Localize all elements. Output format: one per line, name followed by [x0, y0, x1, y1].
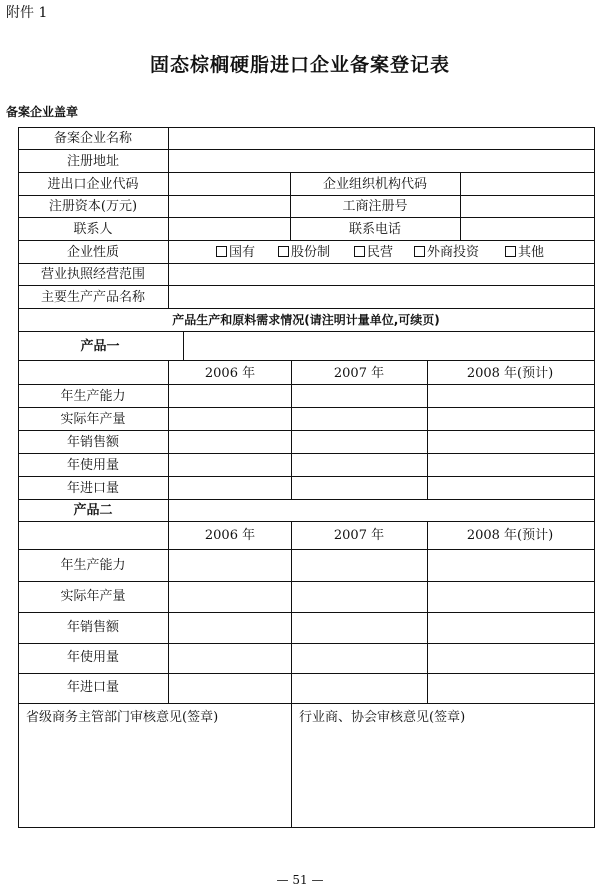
row-line: [18, 331, 595, 332]
row-line: [18, 453, 595, 454]
year-header: 2007 年: [333, 528, 385, 543]
row-line: [18, 195, 595, 196]
industry-opinion-label: 行业商、协会审核意见(签章): [299, 710, 466, 725]
row-line: [18, 308, 595, 309]
nature-option[interactable]: [278, 246, 330, 259]
metric-label: 实际年产量: [60, 589, 126, 604]
metric-label: 年生产能力: [60, 558, 126, 573]
col-line: [291, 360, 292, 499]
metric-label: 年进口量: [66, 680, 120, 695]
row-line: [18, 263, 595, 264]
year-header: 2007 年: [333, 366, 385, 381]
ie-code-label: 进出口企业代码: [47, 177, 139, 192]
col-line: [168, 499, 169, 703]
metric-label: 年销售额: [66, 435, 120, 450]
col-line: [168, 127, 169, 308]
annex-label: 附件 1: [6, 5, 48, 21]
org-code-label: 企业组织机构代码: [322, 177, 428, 192]
col-line: [427, 360, 428, 499]
col-line: [168, 360, 169, 499]
nature-option-label: 股份制: [291, 245, 331, 260]
row-line: [18, 285, 595, 286]
nature-label: 企业性质: [66, 245, 120, 260]
col-line: [427, 521, 428, 703]
product-one-label: 产品一: [80, 339, 120, 354]
metric-label: 年使用量: [66, 458, 120, 473]
row-line: [18, 643, 595, 644]
row-line: [18, 612, 595, 613]
row-line: [18, 549, 595, 550]
nature-option-label: 国有: [229, 245, 256, 260]
row-line: [18, 703, 595, 704]
phone-label: 联系电话: [348, 222, 402, 237]
main-products-label: 主要生产产品名称: [40, 290, 146, 305]
metric-label: 年销售额: [66, 620, 120, 635]
row-line: [18, 360, 595, 361]
checkbox-icon: [216, 246, 227, 257]
checkbox-icon: [505, 246, 516, 257]
nature-option-label: 其他: [518, 245, 545, 260]
checkbox-icon: [278, 246, 289, 257]
metric-label: 实际年产量: [60, 412, 126, 427]
row-line: [18, 499, 595, 500]
metric-label: 年使用量: [66, 650, 120, 665]
col-line: [291, 521, 292, 703]
nature-option[interactable]: [505, 246, 544, 259]
year-header: 2008 年(预计): [466, 366, 554, 381]
row-line: [18, 172, 595, 173]
nature-option-label: 民营: [367, 245, 394, 260]
year-header: 2006 年: [204, 366, 256, 381]
row-line: [18, 673, 595, 674]
contact-label: 联系人: [73, 222, 113, 237]
business-reg-label: 工商注册号: [342, 199, 408, 214]
row-line: [18, 240, 595, 241]
section-title: 产品生产和原料需求情况(请注明计量单位,可续页): [172, 313, 440, 327]
col-line: [290, 172, 291, 240]
metric-label: 年进口量: [66, 481, 120, 496]
row-line: [18, 476, 595, 477]
nature-option-label: 外商投资: [427, 245, 480, 260]
province-opinion-label: 省级商务主管部门审核意见(签章): [26, 710, 219, 725]
seal-label: 备案企业盖章: [6, 105, 79, 119]
row-line: [18, 384, 595, 385]
year-header: 2006 年: [204, 528, 256, 543]
col-line: [291, 703, 292, 828]
nature-option[interactable]: [216, 246, 255, 259]
year-header: 2008 年(预计): [466, 528, 554, 543]
row-line: [18, 521, 595, 522]
metric-label: 年生产能力: [60, 389, 126, 404]
page-number: — 51 —: [276, 873, 324, 887]
company-name-label: 备案企业名称: [53, 131, 133, 146]
business-scope-label: 营业执照经营范围: [40, 267, 146, 282]
nature-option[interactable]: [354, 246, 393, 259]
row-line: [18, 407, 595, 408]
row-line: [18, 430, 595, 431]
capital-label: 注册资本(万元): [48, 199, 138, 214]
nature-option[interactable]: [414, 246, 479, 259]
row-line: [18, 217, 595, 218]
row-line: [18, 149, 595, 150]
address-label: 注册地址: [66, 154, 120, 169]
checkbox-icon: [414, 246, 425, 257]
form-title: 固态棕榈硬脂进口企业备案登记表: [149, 54, 450, 76]
col-line: [460, 172, 461, 240]
checkbox-icon: [354, 246, 365, 257]
row-line: [18, 581, 595, 582]
product-two-label: 产品二: [73, 503, 113, 518]
col-line: [183, 331, 184, 360]
